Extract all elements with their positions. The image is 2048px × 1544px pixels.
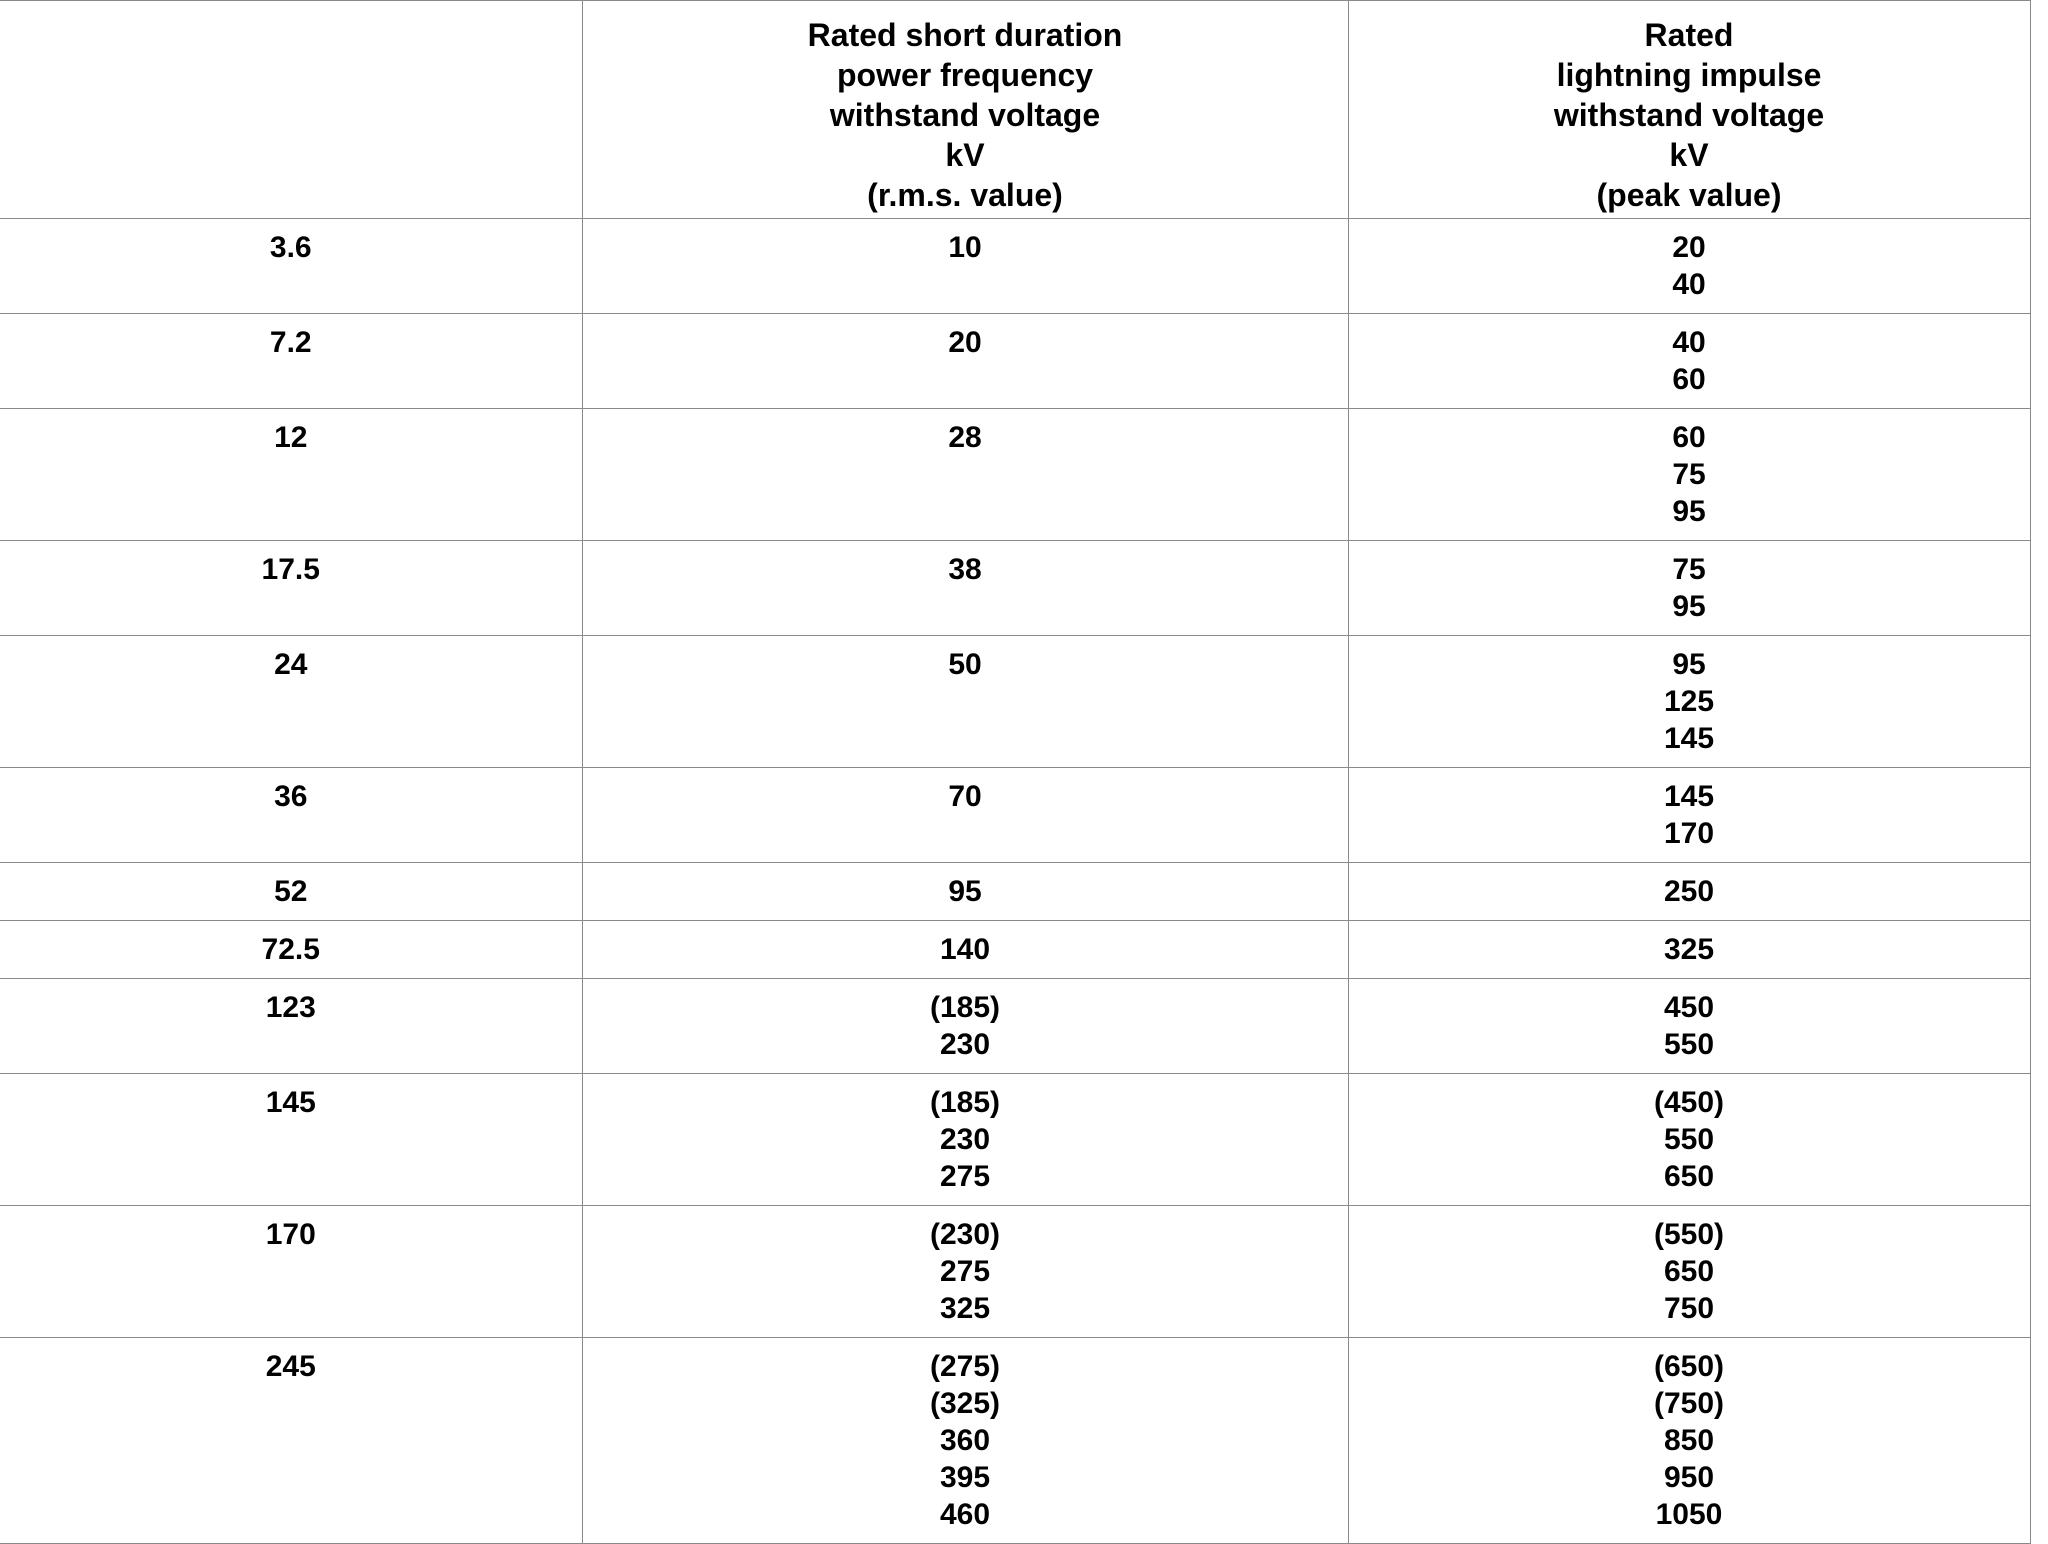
power-frequency-value: 28 [948,421,982,454]
lightning-impulse-value: 550 [1663,1123,1715,1156]
rated-voltage-value: 24 [274,648,308,681]
lightning-impulse-value: (450) [1653,1086,1725,1119]
rated-voltage-cell [0,219,582,314]
power-frequency-value: 325 [939,1292,991,1325]
rated-voltage-value: 245 [265,1350,316,1383]
header-line: kV [945,137,985,173]
rated-voltage-cell [0,1074,582,1206]
power-frequency-cell [582,541,1348,636]
rated-voltage-cell [0,979,582,1074]
power-frequency-value: 230 [939,1028,991,1061]
lightning-impulse-cell [1348,314,2030,409]
power-frequency-cell [582,1338,1348,1544]
lightning-impulse-value: 450 [1663,991,1715,1024]
rated-voltage-value: 52 [274,875,308,908]
table-header-row [0,1,2030,219]
lightning-impulse-value: 20 [1672,231,1706,264]
power-frequency-value: 395 [939,1461,991,1494]
lightning-impulse-cell [1348,768,2030,863]
lightning-impulse-value: 95 [1672,495,1706,528]
power-frequency-value: 38 [948,553,982,586]
lightning-impulse-value: 1050 [1655,1498,1723,1531]
header-line: kV [1669,137,1709,173]
power-frequency-value: (185) [929,1086,1001,1119]
header-lightning-impulse [1348,1,2030,219]
power-frequency-cell [582,409,1348,541]
power-frequency-cell [582,768,1348,863]
power-frequency-cell [582,921,1348,979]
header-line: Rated short duration [807,17,1123,53]
lightning-impulse-cell [1348,636,2030,768]
rated-voltage-value: 36 [274,780,308,813]
power-frequency-value: 140 [939,933,991,966]
lightning-impulse-value: 95 [1672,590,1706,623]
header-line: withstand voltage [829,97,1101,133]
rated-voltage-value: 72.5 [261,933,320,966]
lightning-impulse-value: 125 [1663,685,1715,718]
rated-voltage-cell [0,636,582,768]
power-frequency-value: (275) [929,1350,1001,1383]
lightning-impulse-value: 40 [1672,268,1706,301]
power-frequency-value: 460 [939,1498,991,1531]
lightning-impulse-value: 60 [1672,421,1706,454]
lightning-impulse-value: 750 [1663,1292,1715,1325]
lightning-impulse-cell [1348,921,2030,979]
lightning-impulse-value: 950 [1663,1461,1715,1494]
header-line: lightning impulse [1556,57,1822,93]
table-row [0,1338,2030,1544]
header-line: withstand voltage [1553,97,1825,133]
rated-voltage-value: 123 [265,991,316,1024]
power-frequency-value: 70 [948,780,982,813]
power-frequency-value: 10 [948,231,982,264]
power-frequency-cell [582,314,1348,409]
lightning-impulse-value: 75 [1672,458,1706,491]
rated-voltage-value: 170 [265,1218,316,1251]
header-rated-voltage [0,1,582,219]
lightning-impulse-value: 145 [1663,722,1715,755]
power-frequency-value: 360 [939,1424,991,1457]
header-line: (r.m.s. value) [867,177,1063,213]
lightning-impulse-value: (750) [1653,1387,1725,1420]
rated-voltage-value: 145 [265,1086,316,1119]
power-frequency-value: 275 [939,1255,991,1288]
rated-voltage-cell [0,314,582,409]
lightning-impulse-cell [1348,541,2030,636]
power-frequency-cell [582,636,1348,768]
power-frequency-cell [582,1206,1348,1338]
table-row [0,921,2030,979]
lightning-impulse-value: 145 [1663,780,1715,813]
lightning-impulse-cell [1348,979,2030,1074]
lightning-impulse-value: 40 [1672,326,1706,359]
table-row [0,314,2030,409]
table-row [0,768,2030,863]
rated-voltage-value: 3.6 [269,231,312,264]
power-frequency-cell [582,863,1348,921]
power-frequency-value: 95 [948,875,982,908]
table-row [0,1206,2030,1338]
rated-voltage-cell [0,1338,582,1544]
lightning-impulse-value: 650 [1663,1160,1715,1193]
power-frequency-value: 230 [939,1123,991,1156]
rated-voltage-cell [0,863,582,921]
lightning-impulse-cell [1348,1074,2030,1206]
lightning-impulse-cell [1348,219,2030,314]
lightning-impulse-cell [1348,863,2030,921]
table-row [0,636,2030,768]
table-body [0,219,2030,1544]
table-row [0,541,2030,636]
power-frequency-value: 50 [948,648,982,681]
lightning-impulse-value: 250 [1663,875,1715,908]
lightning-impulse-value: 95 [1672,648,1706,681]
power-frequency-value: (185) [929,991,1001,1024]
table-row [0,863,2030,921]
lightning-impulse-value: (550) [1653,1218,1725,1251]
header-line: (peak value) [1596,177,1782,213]
power-frequency-cell [582,979,1348,1074]
lightning-impulse-value: 550 [1663,1028,1715,1061]
lightning-impulse-value: 325 [1663,933,1715,966]
header-power-frequency [582,1,1348,219]
lightning-impulse-value: (650) [1653,1350,1725,1383]
lightning-impulse-value: 170 [1663,817,1715,850]
lightning-impulse-value: 60 [1672,363,1706,396]
power-frequency-value: 20 [948,326,982,359]
rated-voltage-value: 17.5 [261,553,320,586]
table-row [0,1074,2030,1206]
lightning-impulse-value: 850 [1663,1424,1715,1457]
rated-voltage-value: 7.2 [269,326,312,359]
lightning-impulse-cell [1348,409,2030,541]
power-frequency-cell [582,1074,1348,1206]
table-row [0,979,2030,1074]
rated-voltage-cell [0,768,582,863]
lightning-impulse-cell [1348,1206,2030,1338]
rated-voltage-cell [0,541,582,636]
power-frequency-value: (230) [929,1218,1001,1251]
power-frequency-cell [582,219,1348,314]
lightning-impulse-value: 75 [1672,553,1706,586]
power-frequency-value: (325) [929,1387,1001,1420]
rated-voltage-value: 12 [274,421,308,454]
rated-voltage-cell [0,1206,582,1338]
rated-voltage-cell [0,409,582,541]
lightning-impulse-cell [1348,1338,2030,1544]
lightning-impulse-value: 650 [1663,1255,1715,1288]
power-frequency-value: 275 [939,1160,991,1193]
header-line: power frequency [836,57,1094,93]
table-row [0,409,2030,541]
rated-voltage-cell [0,921,582,979]
header-line: Rated [1644,17,1734,53]
table-row [0,219,2030,314]
